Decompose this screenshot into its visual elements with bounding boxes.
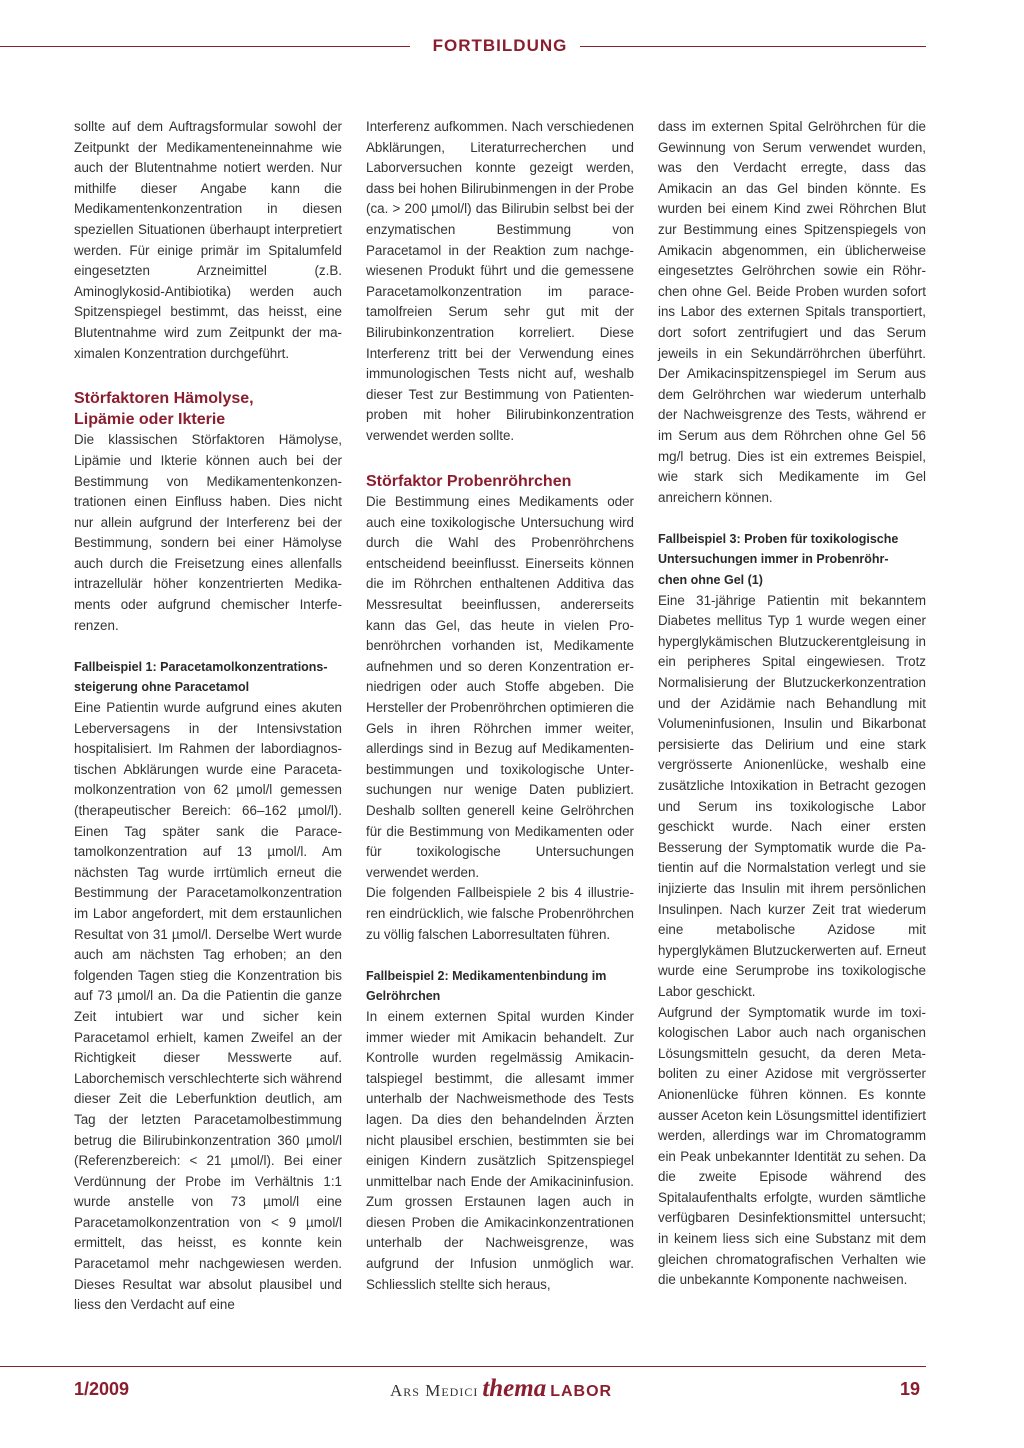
paragraph: Aufgrund der Symptomatik wurde im toxikologischen Labor auch nach organischen Lösungsmitteln gesucht, da deren Metaboliten zu einer Azidose mit vergrösserter Anionenlücke führen können. Es konnte ausser Aceton kein Lösungsmittel identifiziert werden, allerdings war im Chromatogramm ein Peak unbekannter Identität zu sehen. Da die zweite Episode während des Spitalaufenthalts erfolgte, wurden sämtliche verfügbaren Desinfektionsmittel untersucht; in keinem liess sich eine Substanz mit dem gleichen chromatografischen Verhalten wie die unbekannte Komponente nachweisen.	[658, 1004, 926, 1288]
heading-line: Untersuchungen immer in Probenröhr-	[658, 552, 889, 567]
article-column-3	[658, 117, 926, 1291]
paragraph: Interferenz aufkommen. Nach verschiedenen Abklärungen, Literaturrecherchen und Laborversuchen konnte gezeigt werden, dass bei hohen Bilirubinmengen in der Probe (ca. > 200 µmol/l) das Bilirubin selbst bei der enzymatischen Bestimmung von Paracetamol in der Reaktion zum nachgewiesenen Produkt führt und die gemessene Paracetamolkonzentration im paracetamolfreien Serum sehr gut mit der Bilirubinkonzentration korreliert. Diese Interferenz tritt bei der Verwendung eines immunologischen Tests nicht auf, weshalb dieser Test zur Bestimmung von Patientenproben mit hoher Bilirubinkonzentration verwendet werden sollte.	[366, 119, 634, 443]
heading-line: Fallbeispiel 1: Paracetamolkonzentrations-	[74, 659, 328, 674]
publication-logo	[390, 1375, 612, 1405]
case-heading	[74, 657, 342, 698]
paragraph: Die folgenden Fallbeispiele 2 bis 4 illustrieren eindrücklich, wie falsche Probenröhrchen zu völlig falschen Laborresultaten führen.	[366, 885, 634, 942]
heading-line: Störfaktoren Hämolyse,	[74, 390, 254, 408]
section-header: FORTBILDUNG	[432, 36, 568, 55]
heading-line: chen ohne Gel (1)	[658, 573, 763, 588]
paragraph: Eine 31-jährige Patientin mit bekanntem Diabetes mellitus Typ 1 wurde wegen einer hyperglykämischen Blutzuckerentgleisung in ein peripheres Spital eingewiesen. Trotz Normalisierung der Blutzuckerkonzentration und der Azidämie nach Behandlung mit Volumeninfusionen, Insulin und Bikarbonat persisierte das Delirium und eine stark vergrösserte Anionenlücke, weshalb eine zusätzliche Intoxikation in Betracht gezogen und Serum ins toxikologische Labor geschickt wurde. Nach einer ersten Besserung der Symptomatik wurde die Patientin auf die Normalstation verlegt und sie injizierte das Insulin mit ihrem persönlichen Insulinpen. Nach kurzer Zeit trat wiederum eine metabolische Azidose mit hyperglykämen Blutzuckerwerten auf. Erneut wurde eine Serumprobe ins toxikologische Labor geschickt.	[658, 592, 926, 999]
paragraph: Die klassischen Störfaktoren Hämolyse, Lipämie und Ikterie können auch bei der Bestimmung von Medikamentenkonzentrationen einen Einfluss haben. Dies nicht nur allein aufgrund der Interferenz bei der Bestimmung, sondern bei einer Hämolyse auch durch die Freisetzung eines allenfalls intrazellulär höher konzentrierten Medikaments oder aufgrund chemischer Interferenzen.	[74, 432, 342, 633]
page-number: 19	[900, 1379, 921, 1399]
logo-ars-medici: Ars Medici	[390, 1381, 479, 1400]
section-heading	[74, 389, 342, 430]
heading-line: Fallbeispiel 3: Proben für toxikologische	[658, 531, 899, 546]
heading-line: Gelröhrchen	[366, 989, 441, 1004]
paragraph: Eine Patientin wurde aufgrund eines akuten Leberversagens in der Intensivstation hospitalisiert. Im Rahmen der labordiagnostischen Abklärungen wurde eine Paracetamolkonzentration von 62 µmol/l gemessen (therapeutischer Bereich: 66–162 µmol/l). Einen Tag später sank die Paracetamolkonzentration auf 13 µmol/l. Am nächsten Tag wurde irrtümlich erneut die Bestimmung der Paracetamolkonzentration im Labor angefordert, mit dem erstaunlichen Resultat von 31 µmol/l. Derselbe Wert wurde auch am nächsten Tag erhoben; an den folgenden Tagen stieg die Konzentration bis auf 73 µmol/l an. Da die Patientin die ganze Zeit intubiert war und sicher kein Paracetamol erhielt, kamen Zweifel an der Richtigkeit dieser Messwerte auf. Laborchemisch verschlechterte sich während dieser Zeit die Leberfunktion deutlich, am Tag der letzten Paracetamolbestimmung betrug die Bilirubinkonzentration 360 µmol/l (Referenzbereich: < 21 µmol/l). Bei einer Verdünnung der Probe im Verhältnis 1:1 wurde anstelle von 73 µmol/l eine Paracetamolkonzentration von < 9 µmol/l ermittelt, das heisst, es konnte kein Paracetamol mehr nachgewiesen werden. Dieses Resultat war absolut plausibel und liess den Verdacht auf eine	[74, 700, 342, 1313]
article-column-1	[74, 117, 342, 1316]
header-rule-right	[580, 46, 926, 47]
heading-line: Fallbeispiel 2: Medikamentenbindung im	[366, 968, 607, 983]
header-rule-left	[0, 46, 410, 47]
heading-line: Lipämie oder Ikterie	[74, 410, 226, 428]
case-heading	[658, 529, 926, 591]
issue-number: 1/2009	[74, 1379, 130, 1399]
paragraph: Die Bestimmung eines Medikaments oder auch eine toxikologische Untersuchung wird durch die Wahl des Probenröhrchens entscheidend beeinflusst. Einerseits können die im Röhrchen enthaltenen Additiva das Messresultat beeinflussen, andererseits kann das Gel, das heute in vielen Probenröhrchen vorhanden ist, Medikamente aufnehmen und so deren Konzentration erniedrigen oder auch Stoffe abgeben. Die Hersteller der Probenröhrchen optimieren die Gels in ihren Röhrchen immer weiter, allerdings sind in Bezug auf Medikamentenbestimmungen und toxikologische Untersuchungen nur wenige Daten publiziert. Deshalb sollten generell keine Gelröhrchen für die Bestimmung von Medikamenten oder für toxikologische Untersuchungen verwendet werden.	[366, 494, 634, 880]
heading-line: steigerung ohne Paracetamol	[74, 680, 250, 695]
footer-rule	[0, 1366, 926, 1367]
paragraph: In einem externen Spital wurden Kinder immer wieder mit Amikacin behandelt. Zur Kontrolle wurden regelmässig Amikacintalspiegel bestimmt, die allesamt immer unterhalb der Nachweismethode des Tests lagen. Da dies den behandelnden Ärzten nicht plausibel erschien, bestimmten sie bei einigen Kindern zusätzlich Spitzenspiegel unmittelbar nach Ende der Amikacininfusion. Zum grossen Erstaunen lagen auch in diesen Proben die Amikacinkonzentrationen unterhalb der Nachweisgrenze, was aufgrund der Infusion unmöglich war. Schliesslich stellte sich heraus,	[366, 1008, 634, 1292]
logo-thema: thema	[482, 1375, 547, 1402]
paragraph: sollte auf dem Auftragsformular sowohl der Zeitpunkt der Medikamenteneinnahme wie auch der Blutentnahme notiert werden. Nur mithilfe dieser Angabe kann die Medikamentenkonzentration in diesen speziellen Situationen überhaupt interpretiert werden. Für einige primär im Spitalumfeld eingesetzten Arzneimittel (z.B. Aminoglykosid-Antibiotika) werden auch Spitzenspiegel bestimmt, das heisst, eine Blutentnahme wird zum Zeitpunkt der maximalen Konzentration durchgeführt.	[74, 119, 342, 361]
logo-labor: LABOR	[550, 1383, 613, 1400]
paragraph: dass im externen Spital Gelröhrchen für die Gewinnung von Serum verwendet wurden, was den Verdacht erregte, dass das Amikacin an das Gel binden könnte. Es wurden bei einem Kind zwei Röhrchen Blut zur Bestimmung eines Spitzenspiegels von Amikacin abgenommen, ein üblicherweise eingesetztes Gelröhrchen sowie ein Röhrchen ohne Gel. Beide Proben wurden sofort ins Labor des externen Spitals transportiert, dort sofort zentrifugiert und das Serum jeweils in ein Sekundärröhrchen überführt. Der Amikacinspitzenspiegel im Serum aus dem Gelröhrchen war wiederum unterhalb der Nachweisgrenze des Tests, während er im Serum aus dem Röhrchen ohne Gel 56 mg/l betrug. Dies ist ein extremes Beispiel, wie stark sich Medikamente im Gel anreichern können.	[658, 119, 926, 505]
case-heading	[366, 966, 634, 1007]
article-column-2	[366, 117, 634, 1295]
section-heading: Störfaktor Probenröhrchen	[366, 472, 572, 490]
